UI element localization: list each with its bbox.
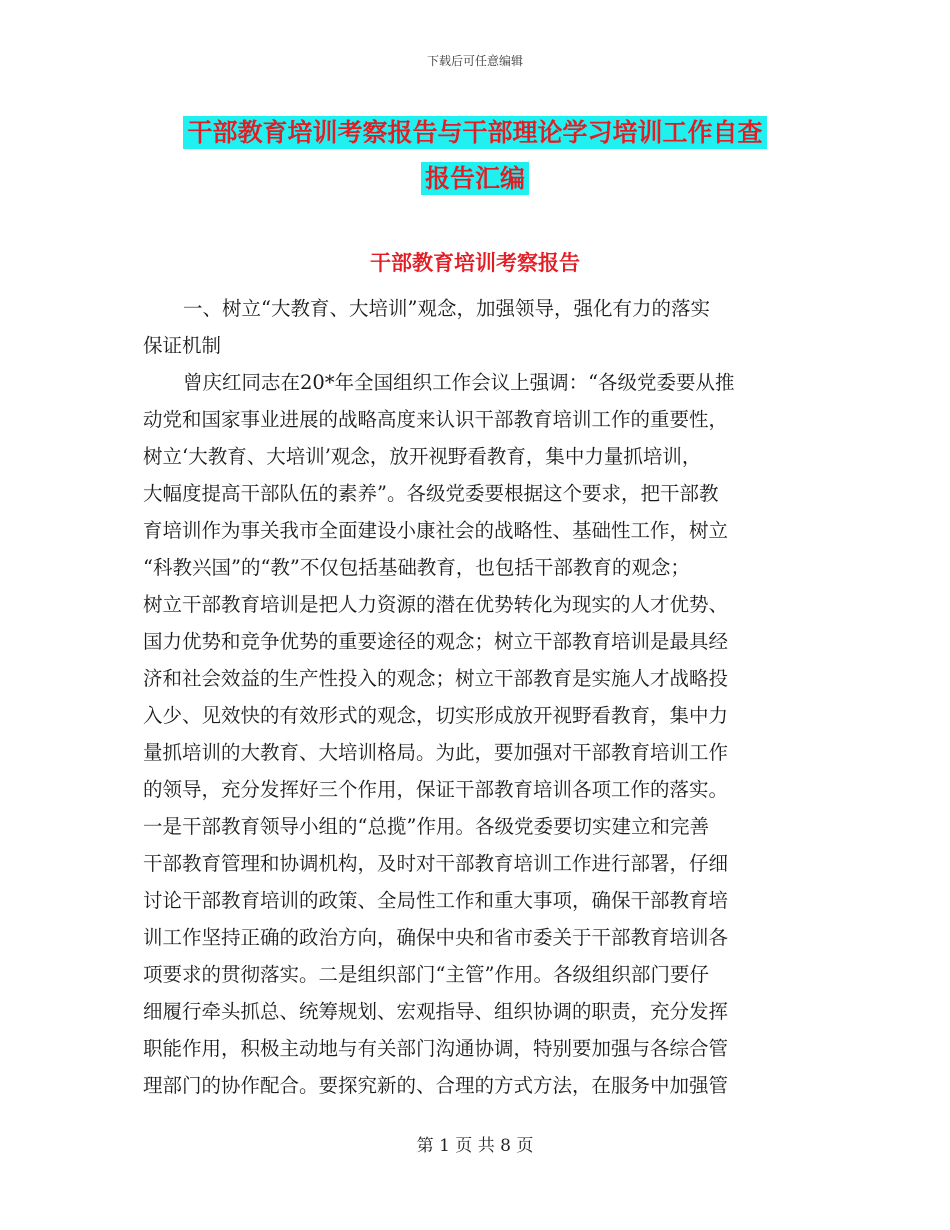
paragraph-line: 细履行牵头抓总、统筹规划、宏观指导、组织协调的职责，充分发挥 bbox=[143, 1000, 729, 1023]
paragraph-line: “科教兴国”的“教”不仅包括基础教育，也包括干部教育的观念； bbox=[143, 556, 690, 579]
paragraph-line: 干部教育管理和协调机构，及时对干部教育培训工作进行部署，仔细 bbox=[143, 852, 729, 875]
paragraph-line: 树立‘大教育、大培训’观念，放开视野看教育，集中力量抓培训， bbox=[143, 445, 702, 468]
paragraph-line: 项要求的贯彻落实。二是组织部门“主管”作用。各级组织部门要仔 bbox=[143, 963, 709, 986]
paragraph-line: 育培训作为事关我市全面建设小康社会的战略性、基础性工作，树立 bbox=[143, 519, 729, 542]
paragraph-line: 量抓培训的大教育、大培训格局。为此，要加强对干部教育培训工作 bbox=[143, 741, 729, 764]
section-title: 干部教育培训考察报告 bbox=[370, 250, 580, 275]
document-title bbox=[0, 110, 950, 202]
paragraph-line: 一、树立“大教育、大培训”观念，加强领导，强化有力的落实 bbox=[183, 297, 710, 320]
paragraph-line: 曾庆红同志在20*年全国组织工作会议上强调：“各级党委要从推 bbox=[183, 371, 735, 394]
paragraph-line: 国力优势和竞争优势的重要途径的观念；树立干部教育培训是最具经 bbox=[143, 630, 729, 653]
title-line-2: 报告汇编 bbox=[421, 162, 529, 195]
title-line-1: 干部教育培训考察报告与干部理论学习培训工作自查 bbox=[183, 116, 766, 149]
paragraph-line: 大幅度提高干部队伍的素养”。各级党委要根据这个要求，把干部教 bbox=[143, 482, 719, 505]
paragraph-line: 一是干部教育领导小组的“总揽”作用。各级党委要切实建立和完善 bbox=[143, 815, 709, 838]
paragraph-line: 的领导，充分发挥好三个作用，保证干部教育培训各项工作的落实。 bbox=[143, 778, 729, 801]
paragraph-line: 理部门的协作配合。要探究新的、合理的方式方法，在服务中加强管 bbox=[143, 1074, 729, 1097]
paragraph-line: 训工作坚持正确的政治方向，确保中央和省市委关于干部教育培训各 bbox=[143, 926, 729, 949]
paragraph-line: 保证机制 bbox=[143, 334, 222, 357]
paragraph-line: 讨论干部教育培训的政策、全局性工作和重大事项，确保干部教育培 bbox=[143, 889, 729, 912]
paragraph-line: 济和社会效益的生产性投入的观念；树立干部教育是实施人才战略投 bbox=[143, 667, 729, 690]
paragraph-line: 职能作用，积极主动地与有关部门沟通协调，特别要加强与各综合管 bbox=[143, 1037, 729, 1060]
paragraph-line: 动党和国家事业进展的战略高度来认识干部教育培训工作的重要性， bbox=[143, 408, 729, 431]
page-number: 第 1 页 共 8 页 bbox=[416, 1136, 534, 1156]
body-text bbox=[143, 290, 811, 1104]
header-note: 下载后可任意编辑 bbox=[426, 54, 523, 68]
paragraph-line: 树立干部教育培训是把人力资源的潜在优势转化为现实的人才优势、 bbox=[143, 593, 729, 616]
paragraph-line: 入少、见效快的有效形式的观念，切实形成放开视野看教育，集中力 bbox=[143, 704, 729, 727]
